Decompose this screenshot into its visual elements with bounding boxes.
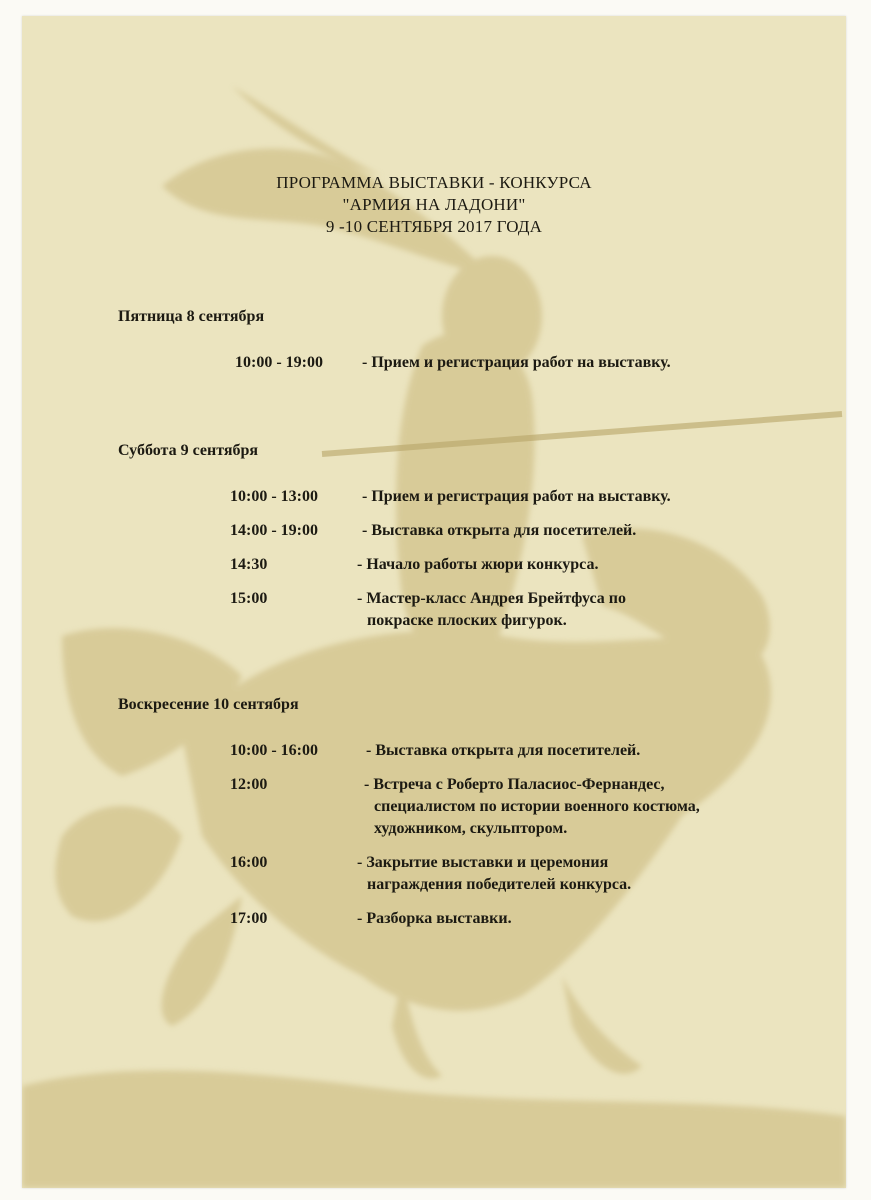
event-description: - Разборка выставки.: [357, 910, 512, 927]
event-time: 10:00 - 19:00: [235, 354, 323, 371]
title-line-1: ПРОГРАММА ВЫСТАВКИ - КОНКУРСА: [276, 173, 592, 192]
event-time: 17:00: [230, 910, 268, 927]
program-sheet: [22, 16, 846, 1188]
event-description: - Выставка открыта для посетителей.: [362, 522, 637, 539]
day-heading-saturday: Суббота 9 сентября: [118, 442, 259, 459]
title-line-3: 9 -10 СЕНТЯБРЯ 2017 ГОДА: [325, 217, 543, 236]
event-description: - Встреча с Роберто Паласиос-Фернандес, специалистом по истории военного костюма, художником, скульптором.: [364, 776, 700, 837]
event-description: - Выставка открыта для посетителей.: [366, 742, 641, 759]
event-time: 15:00: [230, 590, 268, 607]
title-line-2: "АРМИЯ НА ЛАДОНИ": [342, 195, 526, 214]
event-description: - Начало работы жюри конкурса.: [357, 556, 599, 573]
program-title: [22, 172, 846, 238]
day-heading-friday: Пятница 8 сентября: [118, 308, 265, 325]
event-description: - Мастер-класс Андрея Брейтфуса по покраске плоских фигурок.: [357, 590, 626, 629]
event-time: 10:00 - 16:00: [230, 742, 318, 759]
event-description: - Закрытие выставки и церемония награждения победителей конкурса.: [357, 854, 632, 893]
event-description: - Прием и регистрация работ на выставку.: [362, 488, 671, 505]
event-time: 12:00: [230, 776, 268, 793]
event-time: 14:30: [230, 556, 268, 573]
day-heading-sunday: Воскресение 10 сентября: [118, 696, 299, 713]
event-time: 14:00 - 19:00: [230, 522, 318, 539]
event-time: 10:00 - 13:00: [230, 488, 318, 505]
event-time: 16:00: [230, 854, 268, 871]
event-description: - Прием и регистрация работ на выставку.: [362, 354, 671, 371]
